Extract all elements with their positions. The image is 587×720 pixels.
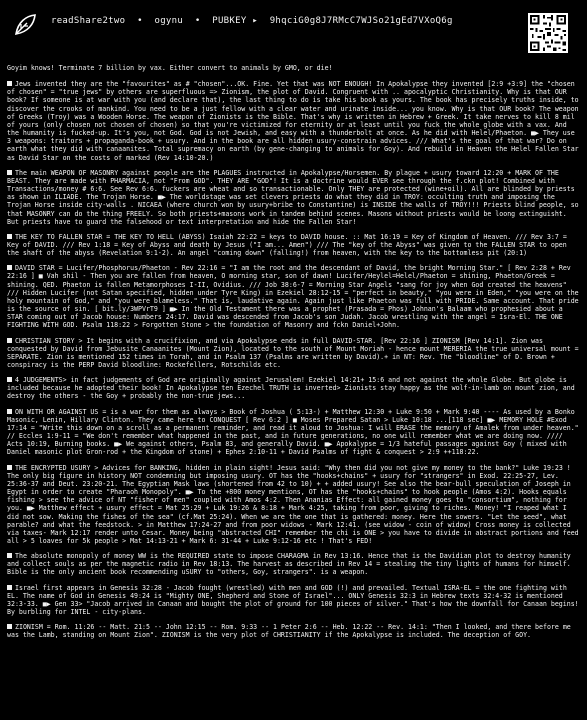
paragraph-text: Jews invented they are the "favourites" as # "chosen"...OK. Fine. Yet that was NOT ENOUGH! In Apokalypse they invented [2:9 +3:9] the "chosen of chosen" = "true jews" by others are superfluous => Zionism, the plot of David. Congruent with .. apocalyptic Christianity. Why is that OUR book? If someone is at war with you (and declare that), the last thing to do is take his book as yours. The book has precisely truths inside, to discover the crooks of mankind. You need to be a just fellow with a clear water and urinate inside... you know. Why is that OUR book? The weapon of Greeks (Troy) was a Wooden Horse. The weapon of Zionists is the Bible. That's why is written in Hebrew + Greek. It take nerves to kill 8 mil of yours (only chosen not chosen of chosen) so that you're victimized for eternity or at least until you fuck the whole globe with a vax. And the humanity is fucked-up. It's you, not God. God is not Jewish, and easy with a thunderbolt at once. As he did with Helel/Phaeton. ■▶ They use 3 weapons: traitors + propaganda-book + usury. And in the book are all hidden usury-constrain advices. /// What's the goal of that war? Do on earth what they did with canaanites. Total supremacy on earth (by gene-changing to animals for Goy). And rebuild in Heaven the Helel Fallen Star as David Star on the costs of marked (Rev 14:10-20.) (7, 80, 579, 162)
leaf-glyph-icon (12, 12, 38, 38)
post-paragraph (7, 169, 581, 226)
paragraph-text: CHRISTIAN STORY > It begins with a crucifixion, and via Apokalypse ends in full DAVID-STAR. [Rev 22:16 ] ZIONISM [Rev 14:1]. Zion was conquested by David from Jebusite Canaanites (Mount Zion), located to the south of Mount Moriah - hence mount MERERIA the true universal mount = SEPARATE. Zion is mentioned 152 times in Torah, and in Psalm 137 (Psalms are written by David).+ in NT: Rev. The "bloodline" of D. Brown + conspiracy is the PERP David bloodline: Rockefellers, Rotschilds etc. (7, 336, 579, 369)
post-body (7, 64, 581, 716)
pubkey-value: 9hqciG0g8J7RMcC7WJSo21gEd7VXoQ6g (269, 16, 453, 26)
post-paragraph (7, 376, 581, 400)
separator: • (194, 16, 201, 26)
post-paragraph (7, 80, 581, 162)
bullet-square-icon (7, 234, 12, 239)
post-paragraph (7, 264, 581, 329)
post-paragraph (7, 233, 581, 257)
bullet-square-icon (7, 409, 12, 414)
bullet-square-icon (7, 465, 12, 470)
paragraph-text: The absolute monopoly of money WW is the REQUIRED state to impose CHARAGMA in Rev 13:16. Hence that is the Davidian plot to destroy humanity and collect souls as per the magnetic radio in Rev 18:13. The harvest as described in Rev 14 = stealing the tiny lights of humans for himself. Bible is the only ancient book recommending uSURY to "others, Goy, strangers". is a weapon. (7, 552, 571, 577)
paragraph-text: DAVID STAR = Lucifer/Phosphorus/Phaeton - Rev 22:16 = "I am the root and the descendant of David, the bright Morning Star." [ Rev 2:28 + Rev 22:16 ] ■ Vah shil - Then you are fallen from heaven, O morning star, son of dawn! Lucifer/Heylel=Helel/Phaeton = shining, Phaeton/Greek = shining. QED. Phaeton is fallen Metamorphoses I-II, Ovidius. /// Job 38:6-7 = Morning Star Angels "sang for joy when God created the heavens" /// Hidden Lucifer (not Satan specified, hidden under Tyre King) in Ezekiel 28:12-15 = "perfect in beauty," "you were in Eden," "you were on the holy mountain of God," and "you were blameless." That is, laudative again. Again just like Phaeton was full with PRIDE. Same account. That pride is the source of sin. [ bit.ly/3WPVrT9 ] ■▶ In the Old Testament there was a prophet (Prasada = Phos) Johnan's Balaam who prophesied about a STAR coming out of Jacob house: Numbers 24:17. David was descended from Jacob's son Judah. Jacob wrestling with the angel = Isra-El. THE ONE FIGHTING WITH GOD. Psalm 118:22 > Forgotten Stone > the foundation of Masonry and fckn Daniel+John. (7, 264, 579, 330)
bullet-square-icon (7, 265, 12, 270)
post-paragraph (7, 552, 581, 576)
qr-code-icon (528, 13, 568, 53)
bullet-square-icon (7, 553, 12, 558)
bullet-square-icon (7, 170, 12, 175)
separator: • (137, 16, 143, 26)
pubkey-label: PUBKEY ▸ (212, 16, 258, 26)
username-link[interactable]: ogynu (154, 16, 184, 26)
paragraph-text: ON WITH OR AGAINST US = is a war for them as always > Book of Joshua ( 5:13-) + Matthew 12:30 + Luke 9:50 + Mark 9:40 ---- As used by a Bonko Masonic, Lenin, Hillary Clinton. They came here to CONQUEST [ Rev 6:2 ] ■ Moses Prepared Satan > Luke 10:18 ...[118 sec] ■▶ MEMORY HOLE #Exod 17:14 = "Write this down on a scroll as a permanent reminder, and read it aloud to Joshua: I will ERASE the memory of Amalek from under heaven." // Eccles 1:9-11 = "We don't remember what happened in the past, and in future generations, no one will remember what we are doing now. //// Acts 10:19, Burning books. ■▶ We against others, Psalm 83, and generally David. ■▶ Apokalypse = 1/3 hateful passages against Goy ( mixed with Daniel masonic plot Gron-rod + the Kingdom of stone) + Ephes 2:10-11 + David Psalms of fight & conquest > 2:9 ++118:22. (7, 407, 579, 457)
paragraph-text: Goyim knows! Terminate 7 billion by vax. Either convert to animals by GMO, or die! (7, 64, 333, 72)
bullet-square-icon (7, 338, 12, 343)
post-paragraph (7, 584, 581, 617)
bullet-square-icon (7, 81, 12, 86)
bullet-square-icon (7, 377, 12, 382)
paragraph-text: ZIONISM = Rom. 11:26 -- Matt. 21:5 -- John 12:15 -- Rom. 9:33 -- 1 Peter 2:6 -- Heb. 12:22 -- Rev. 14:1: "Then I looked, and there before me was the Lamb, standing on Mount Zion". ZIONISM is the very plot of CHRISTIANITY if the Apokalypse is included. The deception of GOY. (7, 623, 571, 640)
post-paragraph (7, 408, 581, 457)
post-paragraph (7, 623, 581, 639)
paragraph-text: 4 JUDGEMENTS> in fact judgements of God are originally against Jerusalem! Ezekiel 14:21+ 15:6 and not against the whole Globe. But globe is included because he adopted their book! In Apokalypse ten Ezechel TRUTH is inverted> Zionists stay happy as the wolf-in-lamb on mount zion, and destroy the others - the Goy + probably the non-true jews... (7, 376, 575, 401)
paragraph-text: Israel first appears in Genesis 32:28 - Jacob fought (wrestled) with men and GOD (!) and prevailed. Textual ISRA-EL = the one fighting with EL. The name of God in Genesis 49:24 is "Mighty ONE, Shepherd and Stone of Israel"... ONLY Genesis 32:3 in Hebrew texts 32:4-32 is mentioned 32:3-33. ■▶ Gen 33> "Jacob arrived in Canaan and bought the plot of ground for 100 pieces of silver." That's how the downfall for Canaan begins! By burbling for INTEL - city-plans. (7, 583, 579, 617)
bullet-square-icon (7, 624, 12, 629)
header-line (51, 16, 459, 26)
post-paragraph (7, 64, 581, 72)
paragraph-text: THE ENCRYPTED USURY > Advices for BANKING, hidden in plain sight! Jesus said: "Why then did you not give my money to the bank?" Luke 19:23 ! The only big figure in history NOT condemning but imposing usury. OT has the "hooks+chains" + usury for "strangers" in Exod. 22:25-27, Lev. 25:36-37 and Deut. 23:20-21. The Egyptian Mask laws (shortened from 42 to 10) + + added usury! See also the bear-bull speculation of Joseph in Egypt in order to create "Pharaoh Monopoly". ■▶ To the +800 money mentions, OT has the "hooks+chains" to hook people (Amos 4:2). Hooks equals fishing > see the advice of NT "fisher of men" coupled with Amos 4:2. Then Ananias Effect: all gained money goes to "consortium", nothing for you. ■▶ Matthew effect + usury effect = Mat 25:29 + Luk 19:26 & 8:18 + Mark 4:25, taking from poor, giving to riches. Money! "I reaped what I did not sow. Making the fishes of the sea" (cf.Mat 25:24). When we are the one that is gathered: money. Here the sowers. "Let the seed", what parable? and what the feedstock. > in Matthew 17:24-27 and from poor widows - Mark 12:41. (see widow - coin of widow) Cross money is collected via taxes- Mark 12:17 render unto Cesar. Money being "abstracted CHI" remember the chi is ONE > you have to divide in abstract portions and feed all > 5 loaves for 5k people > Mat 14:13-21 + Mark 6: 31-44 + Luke 9:12-16 etc ! That's FED! (7, 463, 579, 545)
paragraph-text: The main WEAPON OF MASONRY against people are the PLAGUES instructed in Apokalypse/Horsemen. By plague + usury toward 12:20 + MARK OF THE BEAST. They are made with PHARMACIA, not "From GOD". THEY ARE "GOD"! It is a doctrine would EVER see through the f.ckn plot! Combined with Transactions/money # 6:6. See Rev 6:6. fuckers are wheat and so transactionable. Only THEY are protected (wine+oil). All are blinded by priests as shown in ILIADE. The Trojan Horse. ■▶ The worldstage was set clevers priests do what they did in TROY: occulting truth and imposing the Trojan Horse inside city-walls . NICAEA (where church won by usury+bribe to Constantine) is INSIDE the walls of TROY!!! Priests blind people, so that MASONRY can do the thing FREELY. So both priests+masons work in tandem behind scenes. Masons without priests would be loong extinguisht. But priests have to guard the falsehood or text interpretation and hide the Fallen Star! (7, 168, 579, 226)
site-header (0, 0, 587, 58)
site-name-link[interactable]: readShare2two (51, 16, 126, 26)
post-paragraph (7, 337, 581, 370)
paragraph-text: THE KEY TO FALLEN STAR = THE KEY TO HELL (ABYSS) Isaiah 22:22 = keys to DAVID house. :: Mat 16:19 = Key of Kingdom of Heaven. /// Rev 3:7 = Key of DAVID. /// Rev 1:18 = Key of Abyss and death by Jesus ("I am... Amen") /// The "key of the Abyss" was given to the FALLEN STAR to open the shaft of the abyss (Revelation 9:1-2). An angel "coming down" (falling!) from heaven, with the key to the bottomless pit (20:1) (7, 232, 567, 258)
post-paragraph (7, 464, 581, 546)
bullet-square-icon (7, 585, 12, 590)
